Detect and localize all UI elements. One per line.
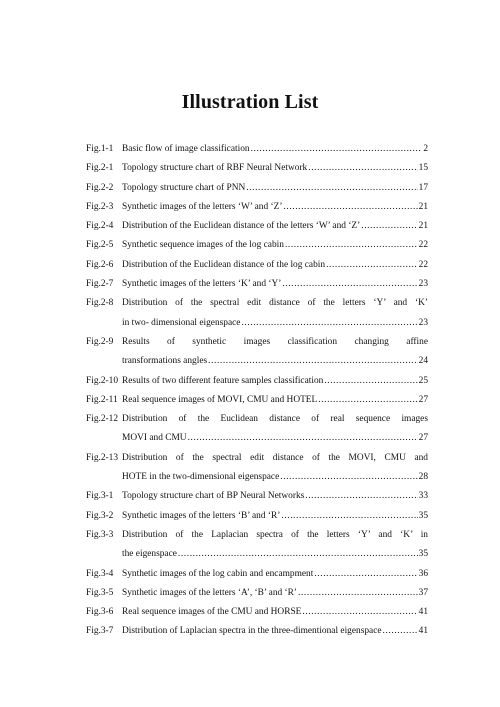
entry-line [122,236,428,255]
dot-leader [326,256,418,275]
list-item [86,217,428,236]
figure-number: Fig.3-6 [86,607,114,618]
page-number: 22 [418,259,428,270]
entry-line [122,410,428,429]
figure-number: Fig.3-2 [86,510,114,521]
dot-leader [302,603,417,622]
entry-line [122,372,428,391]
entry-line [122,449,428,468]
page-number: 37 [418,587,428,598]
figure-number: Fig.2-4 [86,221,114,232]
entry-line [122,468,428,487]
page-number: 24 [418,356,428,367]
figure-number: Fig.2-13 [86,452,119,463]
dot-leader [285,236,418,255]
page-number: 22 [418,240,428,251]
figure-caption: Distribution of the spectral edit distance of the letters ‘Y’ and ‘K’ [122,298,428,309]
figure-caption: Synthetic images of the letters ‘K’ and ‘Y’ [122,279,282,290]
figure-number: Fig.2-8 [86,298,114,309]
entry-line [122,584,428,603]
list-item [86,487,428,506]
figure-number: Fig.3-3 [86,529,114,540]
figure-caption: transformations angles [122,356,208,367]
list-item [86,603,428,622]
figure-caption: Results of two different feature samples classification [122,375,324,386]
dot-leader [383,622,418,641]
dot-leader [280,468,417,487]
page-number: 15 [418,163,428,174]
figure-caption: HOTE in the two-dimensional eigenspace [122,472,280,483]
figure-caption: Topology structure chart of PNN [122,182,246,193]
list-item [86,584,428,603]
figure-number: Fig.2-7 [86,279,114,290]
page-number: 21 [418,221,428,232]
figure-caption: Real sequence images of MOVI, CMU and HOTEL [122,394,318,405]
page-number: 28 [418,472,428,483]
entry-line [122,526,428,545]
figure-caption: Distribution of the Laplacian spectra of the letters ‘Y’ and ‘K’ in [122,529,428,540]
entry-line [122,217,428,236]
list-item [86,372,428,391]
page-number: 23 [418,279,428,290]
dot-leader [251,140,423,159]
dot-leader [246,179,417,198]
entry-line [122,179,428,198]
dot-leader [188,429,418,448]
figure-caption: in two- dimensional eigenspace [122,317,241,328]
figure-caption: Topology structure chart of BP Neural Networks [122,491,305,502]
entry-line [122,294,428,313]
figure-caption: Distribution of Laplacian spectra in the three-dimentional eigenspace [122,626,382,637]
figure-caption: Distribution of the spectral edit distance of the MOVI, CMU and [122,452,428,463]
figure-number: Fig.2-11 [86,394,118,405]
list-item [86,256,428,275]
page-number: 27 [418,394,428,405]
figure-number: Fig.2-2 [86,182,114,193]
entry-line [122,275,428,294]
dot-leader [361,217,417,236]
list-item [86,507,428,526]
page-number: 33 [418,491,428,502]
page-number: 36 [418,568,428,579]
figure-number: Fig.3-7 [86,626,114,637]
entry-line [122,429,428,448]
entry-line [122,333,428,352]
figure-caption: Topology structure chart of RBF Neural Network [122,163,308,174]
list-item [86,410,428,449]
entry-line [122,622,428,641]
figure-number: Fig.2-3 [86,201,114,212]
figure-caption: Basic flow of image classification [122,144,250,154]
figure-caption: Distribution of the Euclidean distance of real sequence images [122,414,428,425]
list-item [86,333,428,372]
list-item [86,236,428,255]
figure-number: Fig.2-10 [86,375,119,386]
list-item [86,391,428,410]
figure-number: Fig.2-12 [86,414,119,425]
page-number: 41 [418,626,428,637]
entry-line [122,565,428,584]
figure-number: Fig.3-5 [86,587,114,598]
dot-leader [208,352,417,371]
entry-line [122,256,428,275]
entry-line [122,603,428,622]
figure-number: Fig.2-6 [86,259,114,270]
page-number: 17 [418,182,428,193]
list-item [86,198,428,217]
entry-line [122,391,428,410]
list-item [86,449,428,488]
list-item [86,275,428,294]
figure-caption: Distribution of the Euclidean distance of the letters ‘W’ and ‘Z’ [122,221,361,232]
entry-line [122,159,428,178]
list-item [86,140,428,159]
list-item [86,526,428,565]
page-number: 35 [418,549,428,560]
dot-leader [308,159,417,178]
figure-number: Fig.1-1 [86,144,114,154]
figure-caption: Synthetic images of the letters ‘A’, ‘B’ and ‘R’ [122,587,298,598]
page-number: 25 [418,375,428,386]
page-number: 23 [418,317,428,328]
dot-leader [283,198,417,217]
figure-caption: Real sequence images of the CMU and HORSE [122,607,302,618]
page-number: 21 [418,201,428,212]
list-item [86,179,428,198]
dot-leader [281,507,417,526]
entry-line [122,507,428,526]
figure-caption: the eigenspace [122,549,177,560]
figure-caption: MOVI and CMU [122,433,187,444]
entry-line [122,545,428,564]
dot-leader [314,565,417,584]
figure-caption: Synthetic images of the log cabin and encampment [122,568,314,579]
entry-line [122,140,428,159]
entry-line [122,487,428,506]
list-item [86,294,428,333]
figure-number: Fig.3-4 [86,568,114,579]
dot-leader [305,487,417,506]
page-number: 27 [418,433,428,444]
figure-caption: Distribution of the Euclidean distance of the log cabin [122,259,326,270]
figure-number: Fig.2-5 [86,240,114,251]
figure-caption: Synthetic sequence images of the log cabin [122,240,284,251]
dot-leader [241,314,417,333]
figure-caption: Synthetic images of the letters ‘W’ and ‘Z’ [122,201,283,212]
figure-caption: Synthetic images of the letters ‘B’ and ‘R’ [122,510,281,521]
dot-leader [324,372,417,391]
dot-leader [318,391,417,410]
page-title: Illustration List [181,91,319,113]
page-number: 35 [418,510,428,521]
entry-line [122,314,428,333]
figure-caption: Results of synthetic images classification changing affine [122,336,428,347]
figure-number: Fig.3-1 [86,491,114,502]
list-item [86,622,428,641]
dot-leader [298,584,418,603]
page-number: 41 [418,607,428,618]
entry-line [122,352,428,371]
illustration-list [86,140,428,642]
list-item [86,159,428,178]
list-item [86,565,428,584]
figure-number: Fig.2-9 [86,336,114,347]
dot-leader [282,275,417,294]
dot-leader [178,545,418,564]
figure-number: Fig.2-1 [86,163,114,174]
page-number: 2 [423,144,428,154]
entry-line [122,198,428,217]
